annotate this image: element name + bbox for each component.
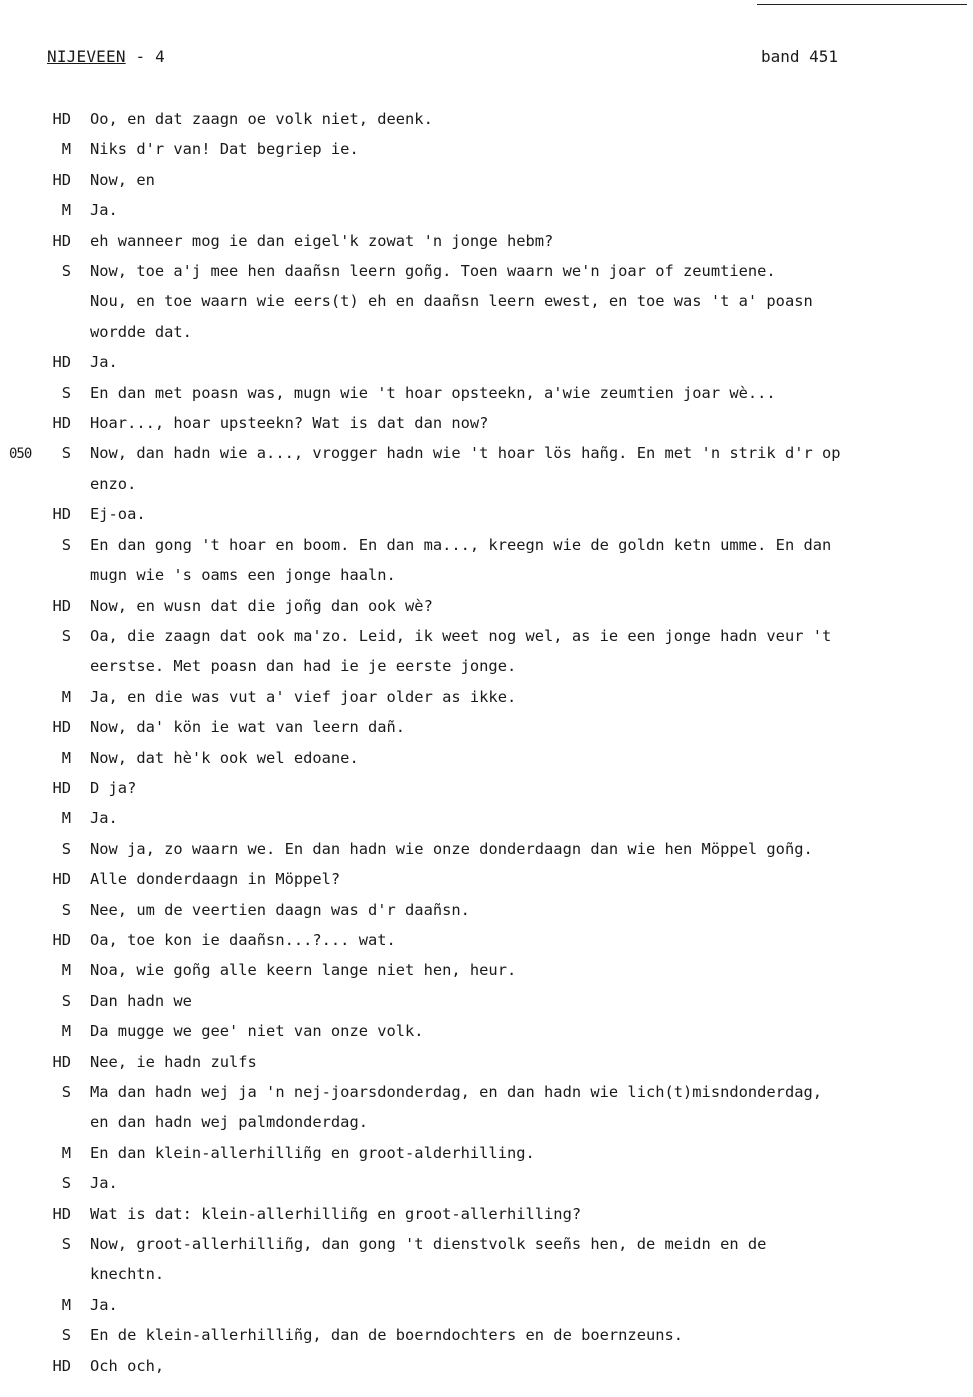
utterance-line: en dan hadn wej palmdonderdag. — [90, 1113, 368, 1132]
speaker-label: HD — [52, 718, 71, 737]
transcript-turn — [0, 1351, 973, 1381]
transcript-turn — [0, 256, 973, 347]
transcript-turn — [0, 1016, 973, 1046]
speaker-label: S — [61, 383, 71, 402]
speaker-label: M — [61, 748, 71, 767]
place-name: NIJEVEEN — [47, 47, 126, 66]
utterance-line: Ja, en die was vut a' vief joar older as ikke. — [90, 687, 517, 706]
transcript-turn — [0, 1138, 973, 1168]
transcript-turn — [0, 803, 973, 833]
utterance-line: Now, dan hadn wie a..., vrogger hadn wie 't hoar lös hañg. En met 'n strik d'r op — [90, 444, 841, 463]
utterance-line: Och och, — [90, 1356, 165, 1375]
speaker-label: S — [61, 626, 71, 645]
utterance-line: Now, da' kön ie wat van leern dañ. — [90, 718, 406, 737]
speaker-label: M — [61, 961, 71, 980]
utterance-line: En dan met poasn was, mugn wie 't hoar opsteekn, a'wie zeumtien joar wè... — [90, 383, 776, 402]
speaker-label: S — [61, 900, 71, 919]
utterance-line: Alle donderdaagn in Möppel? — [90, 870, 341, 889]
top-rule — [757, 4, 967, 5]
speaker-label: M — [61, 201, 71, 220]
utterance-line: Ja. — [90, 353, 118, 372]
margin-note: 050 — [9, 446, 32, 462]
utterance-line: En de klein-allerhilliñg, dan de boerndochters en de boernzeuns. — [90, 1326, 684, 1345]
utterance-line: eh wanneer mog ie dan eigel'k zowat 'n jonge hebm? — [90, 231, 554, 250]
utterance-line: Now ja, zo waarn we. En dan hadn wie onze donderdaagn dan wie hen Möppel goñg. — [90, 839, 813, 858]
transcript-turn — [0, 408, 973, 438]
tape-number: band 451 — [761, 47, 839, 66]
speaker-label: HD — [52, 778, 71, 797]
speaker-label: S — [61, 1235, 71, 1254]
speaker-label: S — [61, 1083, 71, 1101]
transcript-turn — [0, 530, 973, 591]
utterance-line: mugn wie 's oams een jonge haaln. — [90, 566, 396, 585]
utterance-line: Oa, toe kon ie daañsn...?... wat. — [90, 930, 396, 949]
speaker-label: HD — [52, 505, 71, 524]
speaker-label: M — [61, 687, 71, 706]
transcript-turn — [0, 438, 973, 499]
speaker-label: S — [61, 535, 71, 554]
speaker-label: HD — [52, 1052, 71, 1071]
speaker-label: M — [61, 1022, 71, 1041]
speaker-label: HD — [52, 1356, 71, 1375]
utterance-line: knechtn. — [90, 1265, 165, 1284]
utterance-line: D ja? — [90, 778, 137, 797]
speaker-label: M — [61, 1295, 71, 1314]
transcript-turn — [0, 712, 973, 742]
speaker-label: S — [61, 262, 71, 281]
speaker-label: HD — [52, 353, 71, 372]
speaker-label: S — [61, 991, 71, 1010]
speaker-label: HD — [52, 110, 71, 128]
speaker-label: M — [61, 1143, 71, 1162]
transcript-turn — [0, 955, 973, 985]
utterance-line: Nee, ie hadn zulfs — [90, 1052, 257, 1071]
utterance-line: Now, en — [90, 170, 155, 189]
transcript-turn — [0, 834, 973, 864]
speaker-label: S — [61, 1174, 71, 1193]
transcript-turn — [0, 986, 973, 1016]
utterance-line: Ja. — [90, 201, 118, 220]
utterance-line: eerstse. Met poasn dan had ie je eerste jonge. — [90, 657, 517, 676]
transcript-turn — [0, 378, 973, 408]
transcript-turn — [0, 1199, 973, 1229]
transcript-turn — [0, 1077, 973, 1138]
utterance-line: Now, toe a'j mee hen daañsn leern goñg. Toen waarn we'n joar of zeumtiene. — [90, 262, 776, 281]
transcript — [0, 104, 973, 1381]
transcript-turn — [0, 347, 973, 377]
transcript-turn — [0, 226, 973, 256]
utterance-line: Da mugge we gee' niet van onze volk. — [90, 1022, 424, 1041]
utterance-line: En dan klein-allerhilliñg en groot-alderhilling. — [90, 1143, 535, 1162]
transcript-turn — [0, 895, 973, 925]
utterance-line: Niks d'r van! Dat begriep ie. — [90, 140, 359, 159]
transcript-turn — [0, 1290, 973, 1320]
utterance-line: Oa, die zaagn dat ook ma'zo. Leid, ik weet nog wel, as ie een jonge hadn veur 't — [90, 626, 832, 645]
speaker-label: S — [61, 1326, 71, 1345]
transcript-turn — [0, 1320, 973, 1350]
utterance-line: Now, dat hè'k ook wel edoane. — [90, 748, 359, 767]
speaker-label: S — [61, 839, 71, 858]
transcript-turn — [0, 134, 973, 164]
transcript-turn — [0, 1047, 973, 1077]
speaker-label: M — [61, 809, 71, 828]
utterance-line: Ja. — [90, 809, 118, 828]
speaker-label: HD — [52, 596, 71, 615]
transcript-turn — [0, 499, 973, 529]
utterance-line: Nou, en toe waarn wie eers(t) eh en daañsn leern ewest, en toe was 't a' poasn — [90, 292, 813, 311]
transcript-turn — [0, 925, 973, 955]
speaker-label: M — [61, 140, 71, 159]
utterance-line: Nee, um de veertien daagn was d'r daañsn. — [90, 900, 470, 919]
utterance-line: Now, en wusn dat die joñg dan ook wè? — [90, 596, 433, 615]
transcript-turn — [0, 1168, 973, 1198]
utterance-line: En dan gong 't hoar en boom. En dan ma..., kreegn wie de goldn ketn umme. En dan — [90, 535, 832, 554]
speaker-label: HD — [52, 414, 71, 433]
transcript-turn — [0, 1229, 973, 1290]
utterance-line: wordde dat. — [90, 322, 192, 341]
transcript-turn — [0, 591, 973, 621]
transcript-turn — [0, 104, 973, 134]
utterance-line: Wat is dat: klein-allerhilliñg en groot-allerhilling? — [90, 1204, 582, 1223]
utterance-line: Oo, en dat zaagn oe volk niet, deenk. — [90, 110, 433, 128]
speaker-label: HD — [52, 170, 71, 189]
transcript-turn — [0, 682, 973, 712]
speaker-label: HD — [52, 231, 71, 250]
speaker-label: S — [61, 444, 71, 463]
utterance-line: Ej-oa. — [90, 505, 146, 524]
utterance-line: Noa, wie goñg alle keern lange niet hen, heur. — [90, 961, 517, 980]
utterance-line: Ja. — [90, 1174, 118, 1193]
transcript-turn — [0, 864, 973, 894]
speaker-label: HD — [52, 930, 71, 949]
transcript-turn — [0, 195, 973, 225]
page-number: - 4 — [125, 47, 166, 66]
transcript-turn — [0, 165, 973, 195]
utterance-line: Ma dan hadn wej ja 'n nej-joarsdonderdag, en dan hadn wie lich(t)misndonderdag, — [90, 1083, 823, 1101]
transcript-turn — [0, 621, 973, 682]
transcript-turn — [0, 743, 973, 773]
speaker-label: HD — [52, 1204, 71, 1223]
utterance-line: Now, groot-allerhilliñg, dan gong 't dienstvolk seeñs hen, de meidn en de — [90, 1235, 767, 1254]
transcript-turn — [0, 773, 973, 803]
utterance-line: Dan hadn we — [90, 991, 192, 1010]
utterance-line: Hoar..., hoar upsteekn? Wat is dat dan now? — [90, 414, 489, 433]
utterance-line: Ja. — [90, 1295, 118, 1314]
page-header-left — [47, 47, 165, 66]
speaker-label: HD — [52, 870, 71, 889]
utterance-line: enzo. — [90, 474, 137, 493]
